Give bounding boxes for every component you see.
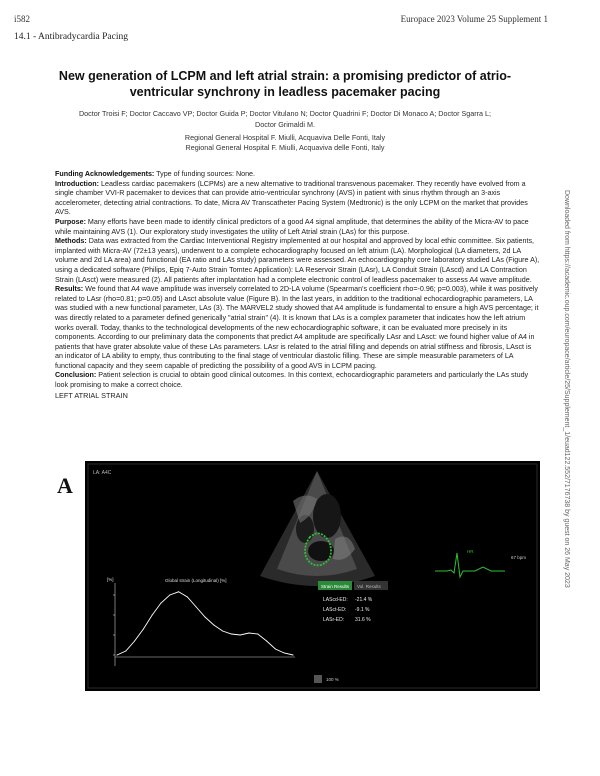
strain-data-point	[117, 655, 118, 656]
article-title: New generation of LCPM and left atrial strain: a promising predictor of atrio-ventricular synchrony in leadless pacemaker pacing	[58, 69, 512, 99]
strain-data-point	[284, 653, 285, 654]
affiliation: Regional General Hospital F. Miulli, Acquaviva delle Fonti, Italy	[185, 143, 385, 152]
strain-results-tab-label: Strain Results	[321, 584, 350, 589]
figure-panel-a	[55, 461, 540, 691]
author-line: Doctor Troisi F; Doctor Caccavo VP; Doctor Guida P; Doctor Vitulano N; Doctor Quadrini F; Doctor Di Monaco A; Doctor Sgarra L;	[78, 109, 492, 118]
section-label: 14.1 - Antibradycardia Pacing	[14, 32, 128, 42]
journal-header: Europace 2023 Volume 25 Supplement 1	[400, 14, 548, 24]
result-value: 31.6 %	[355, 617, 371, 623]
hr-readout: 67 bpm	[511, 555, 527, 560]
strain-data-point	[231, 634, 232, 635]
strain-data-point	[249, 633, 250, 634]
strain-data-point	[196, 607, 197, 608]
fit-icon[interactable]	[314, 675, 322, 683]
strain-data-point	[169, 595, 170, 596]
abstract-body	[55, 170, 540, 401]
download-note: Downloaded from https://academic.oup.com/europace/article/25/Supplement_1/euad122.552/7176738 by guest on 26 May 2023	[563, 190, 570, 588]
result-value: -21.4 %	[355, 597, 373, 603]
vol-results-tab-label: Vol. Results	[357, 584, 381, 589]
introduction-paragraph: Introduction: Leadless cardiac pacemakers (LCPMs) are a new alternative to traditional transvenous pacemaker. They recently have evolved from a single chamber VVI-R pacemaker to devices that can provide atrio-ventricular synchrony (AVS) in patient with sinus rhythm through an 3-axis accelerometer, detecting atrial contractions. To date, Micra AV Transcatheter Pacing System (Medtronic) is the only LCPM on the market that provides AVS.	[55, 179, 528, 217]
chart-title: Global strain (Longitudinal) [%]	[165, 578, 227, 583]
purpose-paragraph: Purpose: Many efforts have been made to identify clinical predictors of a good A4 signal amplitude, that determines the ability of the Micra-AV to pace while maintaining AVS (1). Our exploratory study investigates the utility of Left Atrial strain (LAs) for this purpose.	[55, 217, 529, 236]
strain-data-point	[266, 641, 267, 642]
strain-data-point	[187, 597, 188, 598]
result-label: LAScd-ED:	[323, 597, 348, 603]
strain-data-point	[293, 655, 294, 656]
strain-data-point	[222, 631, 223, 632]
view-label: LA: A4C	[93, 470, 112, 476]
strain-data-point	[178, 591, 179, 592]
panel-label: A	[57, 473, 73, 498]
strain-data-point	[275, 649, 276, 650]
strain-data-point	[257, 634, 258, 635]
y-unit: [%]	[107, 577, 114, 582]
strain-data-point	[205, 617, 206, 618]
results-paragraph: Results: We found that A4 wave amplitude was inversely correlated to 2D-LA volume (Spearman's coefficient rho=-0.96; p=0.003), while it was positively related to LAsr (rho=0.81; p=0.05) and LAsct absolute value (Figure B). In the last years, in addition to the traditional echocardiographic parameters, LA was studied with a new functional parameter, LAs (3). The MARVEL2 study showed that A4 amplitude is fundamental to ensure a high AVS percentage; it was directly related to a parameter defined generically "atrial strain" (4). It is known that LAs is a complex parameter that indicates how the left atrium works overall. Today, thanks to the technological developments of the new echocardiographic software, it can be evaluated more precisely in its components. According to our preliminary data the components that predict A4 amplitude are specifically LAsr and LAsct: we found higher value of A4 in patients that have grater absolute value of these LAs parameters. LAsr is related to the atrial filling and depends on atrial stiffness and fibrosis, LAsct is an indicator of LA ability to empty, thus contributing to the final stage of ventricular diastolic filling. These are simple measurable parameters of LA functional capacity and they seem capable of predicting the possibility of a good AVS in LCPM pacing.	[55, 285, 539, 370]
author-list	[50, 108, 520, 130]
page-number: i582	[14, 14, 31, 24]
strain-data-point	[143, 629, 144, 630]
result-label: LASr-ED:	[323, 617, 345, 623]
strain-data-point	[152, 615, 153, 616]
ecg-marker: HR	[467, 549, 474, 554]
funding-paragraph: Funding Acknowledgements: Type of funding sources: None.	[55, 170, 256, 178]
strain-data-point	[213, 625, 214, 626]
affiliation: Regional General Hospital F. Miulli, Acquaviva Delle Fonti, Italy	[184, 133, 386, 142]
strain-data-point	[240, 635, 241, 636]
conclusion-paragraph: Conclusion: Patient selection is crucial to obtain good clinical outcomes. In this context, echocardiographic parameters and particularly the LAs study look promising to make a correct choice.	[55, 371, 529, 390]
result-value: -9.1 %	[355, 607, 370, 613]
strain-data-point	[125, 651, 126, 652]
strain-data-point	[161, 603, 162, 604]
figure-heading: LEFT ATRIAL STRAIN	[55, 390, 128, 400]
zoom-readout: 100 %	[326, 677, 339, 682]
result-label: LASct-ED:	[323, 607, 347, 613]
author-line: Doctor Grimaldi M.	[255, 120, 315, 129]
methods-paragraph: Methods: Data was extracted from the Cardiac Interventional Registry implemented at our hospital and approved by local ethic committee. Six patients, implanted with Micra-AV (72±13 years), underwent to a complete echocardiography focused on left atrium (LA). Morphological (LA diameters, 2d LA volume and 2d LA area) and functional (EA ratio and LAs study) parameters were assessed. An echocardiography core laboratory studied LAs (Figure A), using a dedicated software (Philips, Epiq 7-Auto Strain Tomtec Application): LA Reservoir Strain (LAsr), LA Conduit Strain (LAscd) and LA Contraction Strain (LAsct) were measured (2). All patients after implantation had a complete electronic control of leadless pacemaker to assess A4 wave amplitude.	[55, 237, 540, 284]
strain-data-point	[134, 641, 135, 642]
